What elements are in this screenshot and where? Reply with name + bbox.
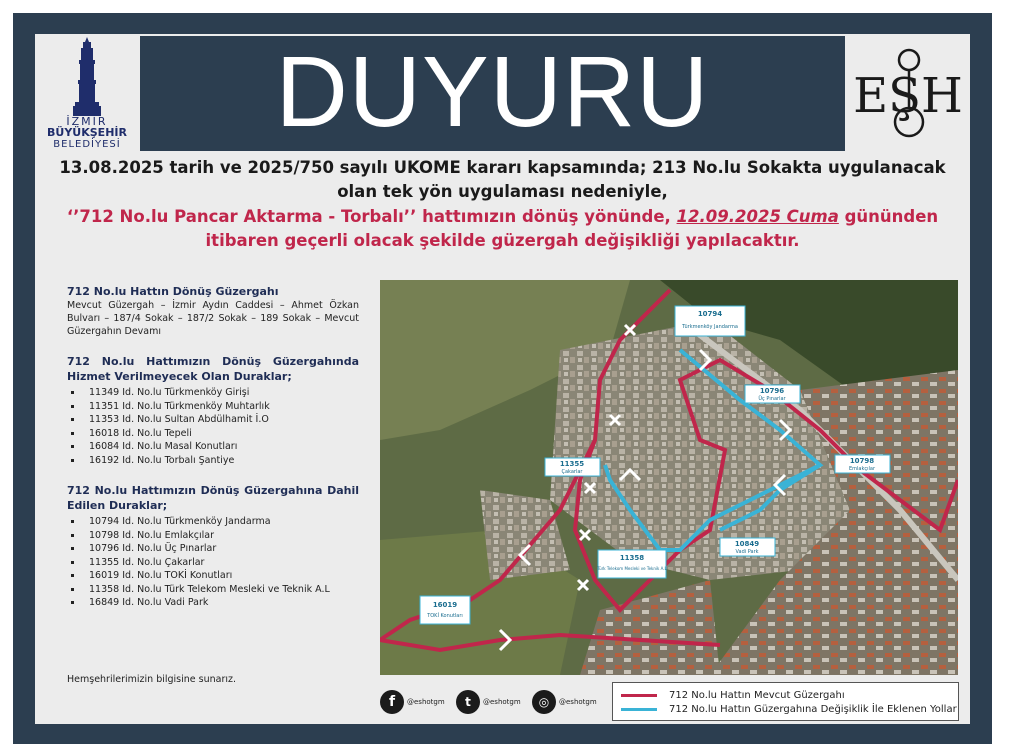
list-item: ▪ 11351 Id. No.lu Türkmenköy Muhtarlık bbox=[83, 400, 359, 414]
added-stops-title: 712 No.lu Hattımızın Dönüş Güzergahına Dahil Edilen Duraklar; bbox=[67, 484, 359, 512]
instagram-link[interactable] bbox=[532, 688, 597, 716]
closing-text: Hemşehrilerimizin bilgisine sunarız. bbox=[67, 674, 237, 685]
facebook-handle: @eshotgm bbox=[407, 698, 445, 706]
list-item: ▪ 16192 Id. No.lu Torbalı Şantiye bbox=[83, 454, 359, 468]
map-stop-id: 16019 bbox=[432, 601, 458, 609]
legend-added-label: 712 No.lu Hattın Güzergahına Değişiklik İle Eklenen Yollar bbox=[669, 703, 957, 715]
route-map[interactable] bbox=[380, 280, 958, 675]
map-stop-id: 11358 bbox=[619, 554, 645, 562]
svg-text:EŞH: EŞH bbox=[853, 68, 963, 124]
map-stop-id: 10796 bbox=[759, 387, 785, 395]
eshot-monogram-icon bbox=[847, 34, 969, 151]
notice-panel bbox=[35, 34, 970, 724]
added-stops-list bbox=[67, 515, 359, 610]
list-item: ▪ 11353 Id. No.lu Sultan Abdülhamit İ.O bbox=[83, 413, 359, 427]
logo-line-buyuksehir: BÜYÜKŞEHİR bbox=[47, 126, 127, 139]
removed-stops-title: 712 No.lu Hattımızın Dönüş Güzergahında Hizmet Verilmeyecek Olan Duraklar; bbox=[67, 355, 359, 383]
route-body: Mevcut Güzergah – İzmir Aydın Caddesi – Ahmet Özkan Bulvarı – 187/4 Sokak – 187/2 Sokak – 189 Sokak – Mevcut Güzergahın Devamı bbox=[67, 300, 359, 337]
removed-stops-list bbox=[67, 386, 359, 467]
info-column bbox=[67, 284, 359, 626]
legend-current bbox=[621, 688, 845, 702]
headline-black bbox=[35, 156, 970, 204]
list-item: ▪ 11355 Id. No.lu Çakarlar bbox=[83, 556, 359, 570]
social-footer bbox=[380, 684, 610, 720]
map-stop-id: 10794 bbox=[697, 310, 723, 318]
izmir-buyuksehir-logo bbox=[35, 34, 139, 151]
map-stop-id: 10849 bbox=[734, 540, 760, 548]
list-item: ▪ 10798 Id. No.lu Emlakçılar bbox=[83, 529, 359, 543]
map-stop-name: TOKİ Konutları bbox=[427, 613, 463, 619]
duyuru-banner bbox=[140, 36, 845, 151]
headline-red-date: 12.09.2025 Cuma bbox=[676, 207, 839, 226]
removed-stops-section bbox=[67, 354, 359, 467]
map-stop-name: Vadi Park bbox=[735, 549, 759, 555]
map-legend bbox=[612, 682, 959, 721]
notice-frame bbox=[13, 13, 992, 744]
headline-red-part-1: ‘’712 No.lu Pancar Aktarma - Torbalı’’ hattımızın dönüş yönünde, bbox=[66, 207, 677, 226]
map-stop-name: Çakarlar bbox=[561, 469, 583, 475]
headline-red-line-2: itibaren geçerli olacak şekilde güzergah değişikliği yapılacaktır. bbox=[205, 231, 800, 250]
list-item: ▪ 16849 Id. No.lu Vadi Park bbox=[83, 596, 359, 610]
map-stop-name: Türk Telekom Mesleki ve Teknik A.L bbox=[597, 566, 667, 571]
added-stops-section bbox=[67, 483, 359, 610]
legend-current-label: 712 No.lu Hattın Mevcut Güzergahı bbox=[669, 689, 845, 701]
map-stop-name: Üç Pınarlar bbox=[758, 396, 786, 402]
map-stop-name: Emlakçılar bbox=[848, 466, 876, 472]
list-item: ▪ 11358 Id. No.lu Türk Telekom Mesleki ve Teknik A.L bbox=[83, 583, 359, 597]
instagram-handle: @eshotgm bbox=[559, 698, 597, 706]
twitter-icon: t bbox=[456, 690, 480, 714]
list-item: ▪ 10794 Id. No.lu Türkmenköy Jandarma bbox=[83, 515, 359, 529]
list-item: ▪ 16019 Id. No.lu TOKİ Konutları bbox=[83, 569, 359, 583]
facebook-link[interactable] bbox=[380, 688, 445, 716]
banner-title: DUYURU bbox=[275, 36, 710, 148]
route-section bbox=[67, 284, 359, 338]
list-item: ▪ 11349 Id. No.lu Türkmenköy Girişi bbox=[83, 386, 359, 400]
twitter-link[interactable] bbox=[456, 688, 521, 716]
legend-added-swatch bbox=[621, 708, 657, 711]
list-item: ▪ 16018 Id. No.lu Tepeli bbox=[83, 427, 359, 441]
map-stop-id: 11355 bbox=[559, 460, 585, 468]
route-title: 712 No.lu Hattın Dönüş Güzergahı bbox=[67, 285, 279, 298]
map-stop-id: 10798 bbox=[849, 457, 875, 465]
logo-line-belediyesi: BELEDİYESİ bbox=[53, 139, 121, 150]
instagram-icon: ◎ bbox=[532, 690, 556, 714]
list-item: ▪ 10796 Id. No.lu Üç Pınarlar bbox=[83, 542, 359, 556]
eshot-logo bbox=[847, 34, 969, 151]
headline-line-2: olan tek yön uygulaması nedeniyle, bbox=[337, 182, 668, 201]
logo-line-izmir: İZMİR bbox=[66, 115, 108, 128]
headline-red bbox=[35, 205, 970, 253]
twitter-handle: @eshotgm bbox=[483, 698, 521, 706]
route-map-svg bbox=[380, 280, 958, 675]
list-item: ▪ 16084 Id. No.lu Masal Konutları bbox=[83, 440, 359, 454]
map-stop-name: Türkmenköy Jandarma bbox=[682, 324, 738, 330]
legend-added bbox=[621, 702, 957, 716]
headline-line-1: 13.08.2025 tarih ve 2025/750 sayılı UKOME kararı kapsamında; 213 No.lu Sokakta uygulanacak bbox=[59, 158, 946, 177]
headline-red-part-2: gününden bbox=[838, 207, 939, 226]
legend-current-swatch bbox=[621, 694, 657, 697]
headline-red-line-1 bbox=[35, 205, 970, 229]
facebook-icon: f bbox=[380, 690, 404, 714]
